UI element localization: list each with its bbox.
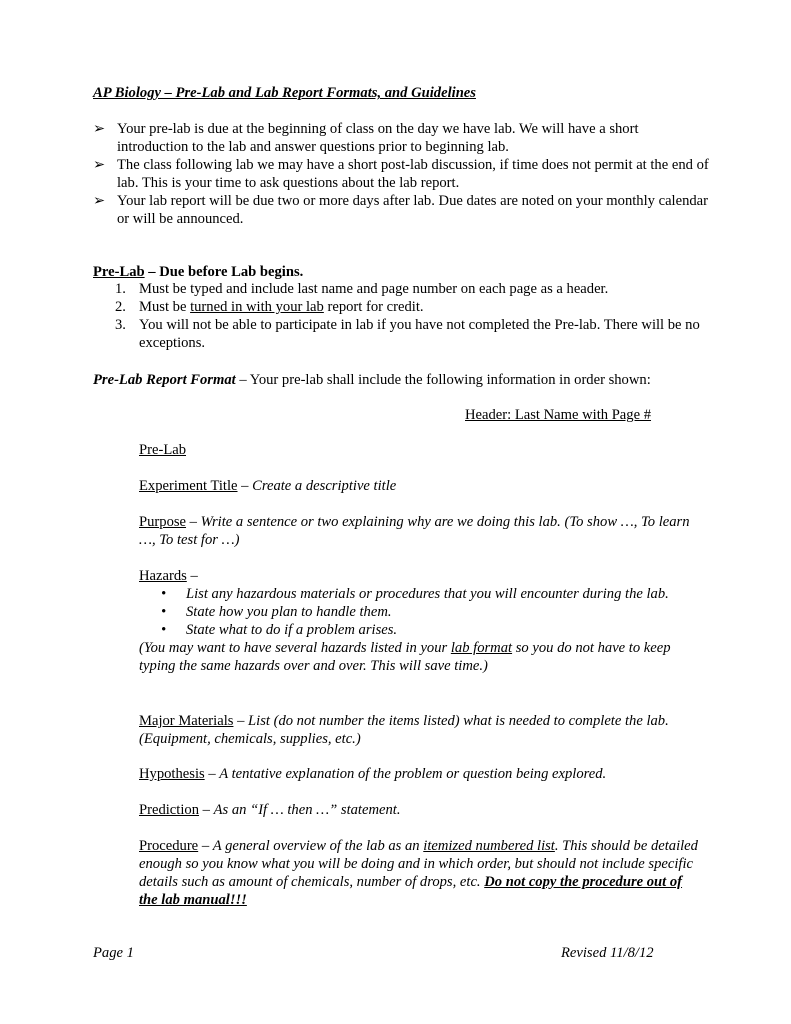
list-item: ➢ Your lab report will be due two or more days after lab. Due dates are noted on your monthly calendar or will be announced. (93, 193, 709, 227)
arrow-bullet-icon: ➢ (93, 193, 106, 209)
section-materials: Major Materials – List (do not number the items listed) what is needed to complete the lab. (Equipment, chemicals, supplies, etc.) (139, 713, 669, 747)
document-title: AP Biology – Pre-Lab and Lab Report Formats, and Guidelines (93, 85, 476, 101)
section-prelab: Pre-Lab (139, 442, 187, 458)
hazards-list (139, 585, 699, 639)
guidelines-list (93, 120, 713, 228)
footer-page-number: Page 1 (93, 945, 134, 961)
list-item: • List any hazardous materials or procedures that you will encounter during the lab. (161, 586, 669, 602)
section-purpose: Purpose – Write a sentence or two explaining why are we doing this lab. (To show …, To learn …, To test for …) (139, 514, 690, 548)
bullet-icon: • (161, 604, 167, 620)
procedure-warning: Do not copy the procedure out of the lab manual!!! (139, 874, 683, 908)
hazards-note: (You may want to have several hazards listed in your lab format so you do not have to keep typing the same hazards over and over. This will save time.) (139, 640, 671, 674)
bullet-icon: • (161, 586, 167, 602)
section-experiment-title: Experiment Title – Create a descriptive title (139, 478, 397, 494)
arrow-bullet-icon: ➢ (93, 157, 106, 173)
hazards-heading: Hazards – (139, 568, 198, 584)
list-item: 1. Must be typed and include last name and page number on each page as a header. (115, 281, 609, 297)
arrow-bullet-icon: ➢ (93, 121, 106, 137)
section-hazards (139, 567, 699, 675)
section-procedure: Procedure – A general overview of the lab as an itemized numbered list. This should be detailed enough so you know what you will be doing and in which order, but should not include specific details such as amount of chemicals, number of drops, etc. Do not copy the procedure out of the lab manual!!! (139, 838, 698, 908)
section-prediction: Prediction – As an “If … then …” statement. (139, 802, 401, 818)
list-item: ➢ The class following lab we may have a short post-lab discussion, if time does not permit at the end of lab. This is your time to ask questions about the lab report. (93, 157, 709, 191)
list-item: ➢ Your pre-lab is due at the beginning of class on the day we have lab. We will have a short introduction to the lab and answer questions prior to beginning lab. (93, 121, 639, 155)
footer-revised-date: Revised 11/8/12 (561, 945, 654, 961)
list-item: • State what to do if a problem arises. (161, 622, 398, 638)
prelab-heading: Pre-Lab – Due before Lab begins. (93, 264, 304, 280)
list-item: • State how you plan to handle them. (161, 604, 392, 620)
prelab-format-line: Pre-Lab Report Format – Your pre-lab shall include the following information in order shown: (93, 372, 651, 388)
prelab-rules-list (93, 280, 713, 352)
list-item: 3. You will not be able to participate in lab if you have not completed the Pre-lab. There will be no exceptions. (115, 317, 700, 351)
list-item: 2. Must be turned in with your lab report for credit. (115, 299, 424, 315)
bullet-icon: • (161, 622, 167, 638)
section-hypothesis: Hypothesis – A tentative explanation of the problem or question being explored. (139, 766, 607, 782)
header-instruction: Header: Last Name with Page # (465, 407, 652, 423)
